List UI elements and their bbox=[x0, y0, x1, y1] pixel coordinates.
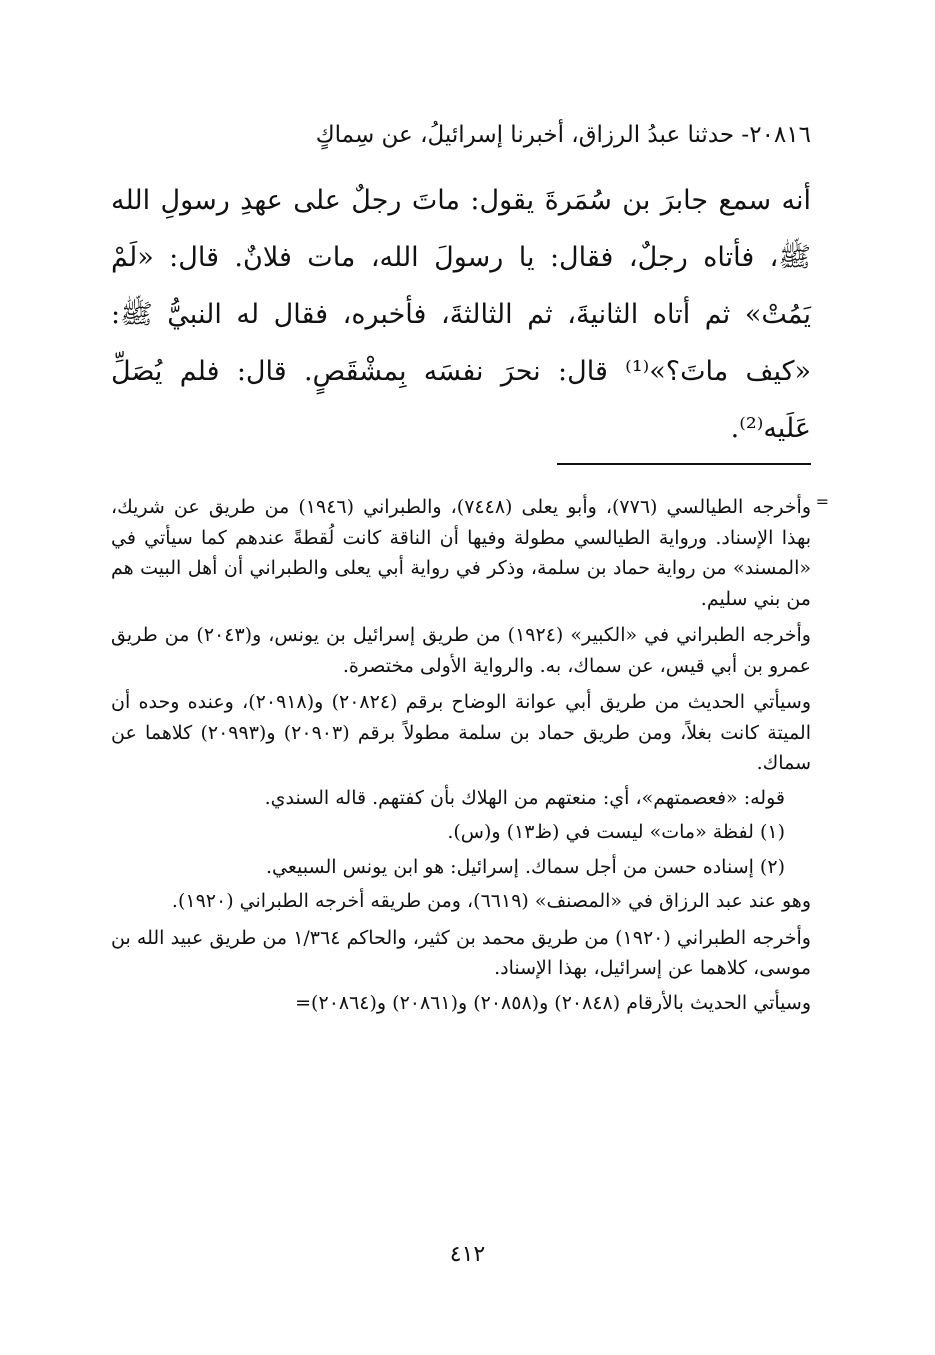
footnote-paragraph: وسيأتي الحديث من طريق أبي عوانة الوضاح برقم (٢٠٨٢٤) و(٢٠٩١٨)، وعنده وحده أن الميتة كانت بغلاً، ومن طريق حماد بن سلمة مطولاً برقم (٢٠٩٠٣) و(٢٠٩٩٣) كلاهما عن سماك. bbox=[111, 691, 812, 774]
hadith-text: أنه سمع جابرَ بن سُمَرةَ يقول: ماتَ رجلٌ على عهدِ رسولِ الله ﷺ، فأتاه رجلٌ، فقال: يا رسولَ الله، مات فلانٌ. قال: «لَمْ يَمُتْ» ثم أتاه الثانيةَ، ثم الثالثةَ، فأخبره، فقال له النبيُّ ﷺ: «كيف ماتَ؟»⁽¹⁾ قال: نحرَ نفسَه بِمشْقَصٍ. قال: فلم يُصَلِّ عَلَيه⁽²⁾. bbox=[111, 185, 812, 444]
footnote-paragraph: وأخرجه الطبراني (١٩٢٠) من طريق محمد بن كثير، والحاكم ١/٣٦٤ من طريق عبيد الله بن موسى، كلاهما عن إسرائيل، بهذا الإسناد. bbox=[111, 926, 811, 979]
footnote-1: (١) لفظة «مات» ليست في (ظ١٣) و(س). bbox=[447, 821, 785, 843]
footnote-paragraph: وأخرجه الطيالسي (٧٧٦)، وأبو يعلى (٧٤٤٨)، والطبراني (١٩٤٦) من طريق عن شريك، بهذا الإسناد. ورواية الطيالسي مطولة وفيها أن الناقة كانت لُقطةً عندهم كما سيأتي في «المسند» من رواية حماد بن سلمة، وذكر في رواية أبي يعلى والطبراني أن أهل البيت هم من بني سليم. bbox=[111, 496, 812, 610]
hadith-body bbox=[111, 172, 811, 457]
footnote-paragraph: وهو عند عبد الرزاق في «المصنف» (٦٦١٩)، ومن طريقه أخرجه الطبراني (١٩٢٠). bbox=[171, 890, 811, 912]
footnote-paragraph: وسيأتي الحديث بالأرقام (٢٠٨٤٨) و(٢٠٨٥٨) و(٢٠٨٦١) و(٢٠٨٦٤)= bbox=[295, 991, 811, 1014]
footnote-paragraph: وأخرجه الطبراني في «الكبير» (١٩٢٤) من طريق إسرائيل بن يونس، و(٢٠٤٣) من طريق عمرو بن أبي قيس، عن سماك، به. والرواية الأولى مختصرة. bbox=[111, 624, 811, 677]
footnote-paragraph: قوله: «فعصمتهم»، أي: منعتهم من الهلاك بأن كفتهم. قاله السندي. bbox=[264, 786, 785, 809]
footnote-separator bbox=[557, 463, 811, 465]
page-number: ٤١٢ bbox=[449, 1242, 486, 1267]
hadith-heading: ٢٠٨١٦- حدثنا عبدُ الرزاق، أخبرنا إسرائيلُ، عن سِماكٍ bbox=[315, 122, 811, 148]
continuation-mark: = bbox=[815, 492, 829, 511]
footnotes bbox=[111, 492, 829, 1022]
footnote-2: (٢) إسناده حسن من أجل سماك. إسرائيل: هو ابن يونس السبيعي. bbox=[266, 855, 785, 878]
